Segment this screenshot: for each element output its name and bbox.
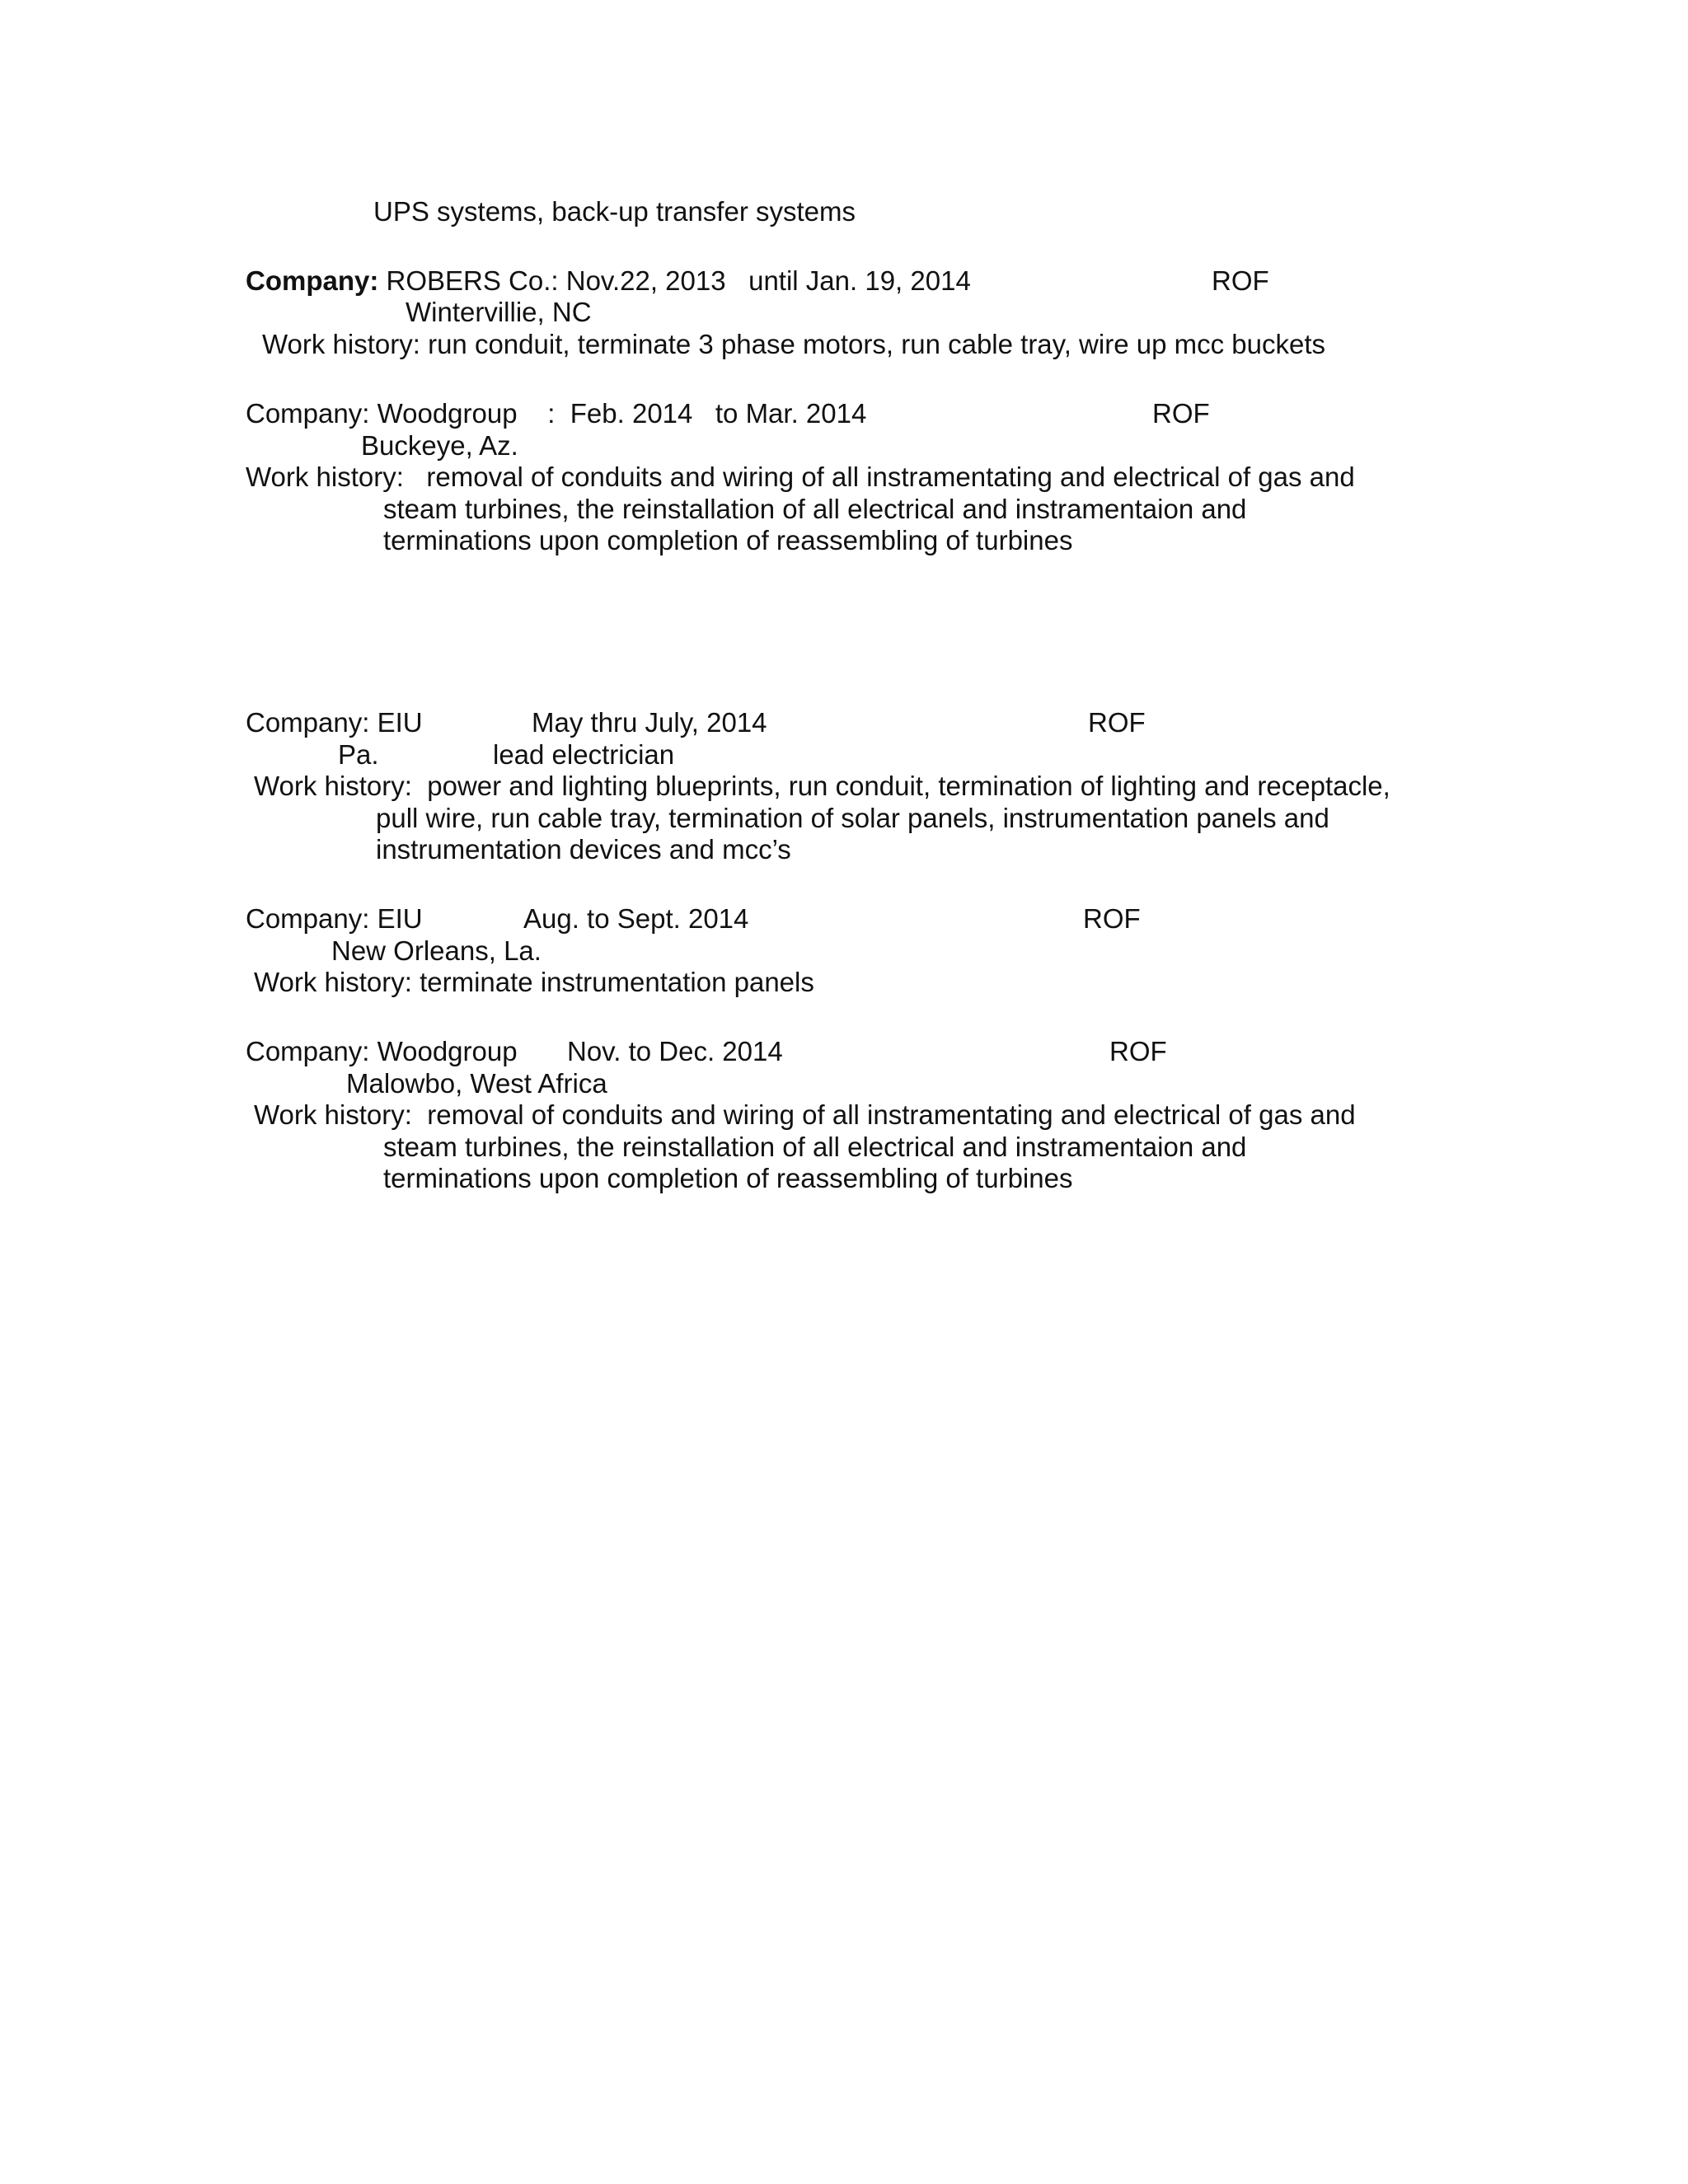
rof-label: ROF [1109, 1036, 1167, 1066]
work-history-line: pull wire, run cable tray, termination of solar panels, instrumentation panels and [376, 803, 1329, 833]
company-line: Company: Woodgroup [246, 1036, 518, 1066]
work-history-line: Work history: removal of conduits and wiring of all instramentating and electrical of gas and [246, 462, 1355, 492]
job-dates: Nov. to Dec. 2014 [567, 1036, 783, 1066]
job-dates: May thru July, 2014 [532, 707, 767, 738]
work-history-line: steam turbines, the reinstallation of all electrical and instramentaion and [383, 1132, 1247, 1162]
job-dates: Aug. to Sept. 2014 [523, 903, 749, 934]
location: Buckeye, Az. [361, 430, 518, 461]
location: New Orleans, La. [331, 935, 542, 966]
company-label: Company: [246, 265, 379, 296]
location: Malowbo, West Africa [346, 1068, 607, 1099]
rof-label: ROF [1088, 707, 1146, 738]
work-history-line: Work history: removal of conduits and wiring of all instramentating and electrical of gas and [254, 1099, 1356, 1130]
company-line: Company: EIU [246, 707, 423, 738]
location: Wintervillie, NC [406, 297, 592, 327]
company-line: Company: Woodgroup : Feb. 2014 to Mar. 2014 [246, 398, 867, 429]
work-history-line: terminations upon completion of reassembling of turbines [383, 1163, 1073, 1193]
rof-label: ROF [1152, 398, 1210, 429]
work-history-line: Work history: terminate instrumentation panels [254, 967, 814, 997]
location: Pa. [338, 739, 379, 770]
work-history-line: terminations upon completion of reassembling of turbines [383, 525, 1073, 555]
work-history-line: steam turbines, the reinstallation of all electrical and instramentaion and [383, 494, 1247, 524]
company-line [246, 265, 971, 297]
intro-line: UPS systems, back-up transfer systems [373, 196, 856, 227]
work-history-line: Work history: run conduit, terminate 3 phase motors, run cable tray, wire up mcc buckets [262, 329, 1325, 359]
rof-label: ROF [1212, 265, 1269, 296]
company-name-dates: ROBERS Co.: Nov.22, 2013 until Jan. 19, 2014 [386, 265, 971, 296]
rof-label: ROF [1083, 903, 1141, 934]
work-history-line: instrumentation devices and mcc’s [376, 834, 791, 865]
job-role: lead electrician [493, 739, 675, 770]
company-line: Company: EIU [246, 903, 423, 934]
work-history-line: Work history: power and lighting blueprints, run conduit, termination of lighting and receptacle, [254, 771, 1390, 801]
